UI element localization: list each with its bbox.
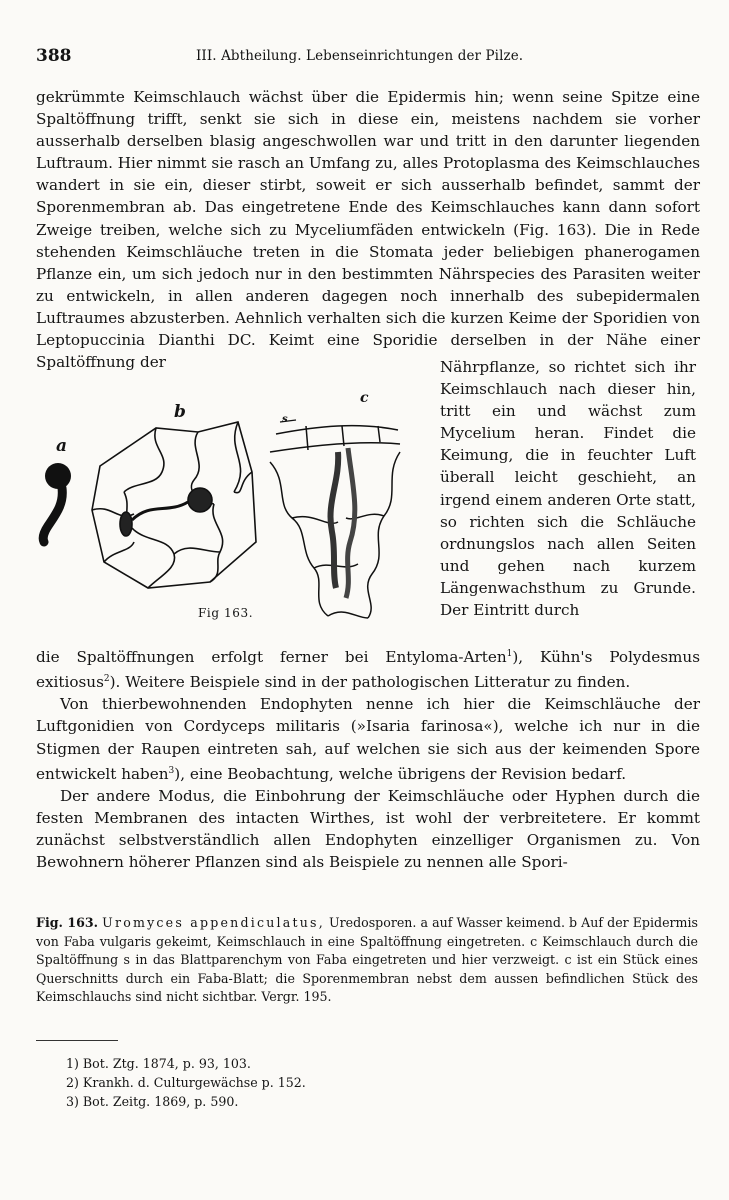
paragraph-1-wrap: Nährpflanze, so richtet sich ihr Keimschlauch nach dieser hin, tritt ein und wächst zum Mycelium heran. Findet die Keimung, die in feuchter Luft überall leicht geschieht, an irgend einem anderen Orte statt, so richten sich die Schläuche ordnungslos nach allen Seiten und gehen nach kurzem Längenwachsthum zu Grunde. Der Eintritt durch: [440, 358, 696, 620]
caption-figure-number: Fig. 163.: [36, 915, 99, 930]
caption-species: Uromyces appendiculatus,: [102, 915, 325, 930]
paragraph-1-bottom: [36, 643, 700, 693]
paragraph-1-top: gekrümmte Keimschlauch wächst über die Epidermis hin; wenn seine Spitze eine Spaltöffnung trifft, senkt sie sich in diese ein, meistens nachdem sie vorher ausserhalb derselben blasig angeschwollen war und tritt in den darunter liegenden Luftraum. Hier nimmt sie rasch an Umfang zu, alles Protoplasma des Keimschlauches wandert in sie ein, dieser stirbt, soweit er sich ausserhalb befindet, sammt der Sporenmembran ab. Das eingetretene Ende des Keimschlauches kann dann sofort Zweige treiben, welche sich zu Myceliumfäden entwickeln (Fig. 163). Die in Rede stehenden Keimschläuche treten in die Stomata jeder beliebigen phanerogamen Pflanze ein, um sich jedoch nur in den bestimmten Nährspecies des Parasiten weiter zu entwickeln, in allen anderen dagegen noch innerhalb des subepidermalen Luftraumes abzusterben. Aehnlich verhalten sich die kurzen Keime der Sporidien von Leptopuccinia Dianthi DC. Keimt eine Sporidie derselben in der Nähe einer Spaltöffnung der: [36, 88, 700, 372]
running-head: III. Abtheilung. Lebenseinrichtungen der Pilze.: [196, 48, 524, 64]
paragraph-2-b: ), eine Beobachtung, welche übrigens der Revision bedarf.: [174, 764, 627, 783]
paragraph-1-bottom-b: ), Kühn's Polydesmus exitiosus: [36, 648, 700, 692]
footnote-3: 3) Bot. Zeitg. 1869, p. 590.: [66, 1094, 239, 1110]
figure-163-drawing: [38, 392, 430, 632]
caption-text: Uredosporen. a auf Wasser keimend. b Auf der Epidermis von Faba vulgaris gekeimt, Keimschlauch in eine Spaltöffnung eingetreten. c Keimschlauch durch die Spaltöffnung s in das Blattparenchym von Faba eingetreten und hier verzweigt. c ist ein Stück eines Querschnitts durch ein Faba-Blatt; die Sporenmembran nebst dem aussen befindlichen Stück des Keimschlauchs sind nicht sichtbar. Vergr. 195.: [36, 915, 698, 1005]
paragraph-1-bottom-a: die Spaltöffnungen erfolgt ferner bei Entyloma-Arten: [36, 648, 507, 667]
page-number: 388: [36, 46, 72, 66]
footnote-ref-3: 3: [168, 765, 175, 776]
wrapped-text-column: [440, 356, 696, 621]
figure-label-s: s: [282, 414, 288, 425]
main-text: [36, 86, 700, 373]
figure-inline-caption: Fig 163.: [198, 606, 254, 620]
main-text-lower: [36, 643, 700, 873]
epidermis-b-drawing: [92, 422, 256, 588]
footnote-rule: [36, 1040, 118, 1041]
paragraph-2: [36, 693, 700, 784]
paragraph-1-bottom-c: ). Weitere Beispiele sind in der pathologischen Litteratur zu finden.: [109, 673, 631, 692]
paragraph-2-a: Von thierbewohnenden Endophyten nenne ich hier die Keimschläuche der Luftgonidien von Cordyceps militaris (»Isaria farinosa«), welche ich nur in die Stigmen der Raupen eintreten sah, auf welchen sie sich aus der keimenden Spore entwickelt haben: [36, 695, 700, 783]
paragraph-3: Der andere Modus, die Einbohrung der Keimschläuche oder Hyphen durch die festen Membranen des intacten Wirthes, ist wohl der verbreitetere. Er kommt zunächst selbstverständlich allen Endophyten einzelliger Organismen zu. Von Bewohnern höherer Pflanzen sind als Beispiele zu nennen alle Spori-: [36, 786, 700, 872]
figure-163: [38, 392, 430, 632]
leaf-section-c-drawing: [270, 420, 400, 618]
page-header: [36, 46, 696, 70]
figure-label-c: c: [360, 390, 369, 406]
footnote-2: 2) Krankh. d. Culturgewächse p. 152.: [66, 1075, 306, 1091]
figure-label-a: a: [56, 436, 68, 456]
figure-label-b: b: [174, 402, 186, 422]
footnote-ref-1: 1: [506, 649, 513, 659]
footnotes: [66, 1054, 466, 1112]
footnote-1: 1) Bot. Ztg. 1874, p. 93, 103.: [66, 1056, 251, 1071]
figure-caption: [36, 914, 698, 1007]
spore-a-drawing: [43, 463, 71, 542]
footnote-ref-2: 2: [103, 674, 110, 685]
